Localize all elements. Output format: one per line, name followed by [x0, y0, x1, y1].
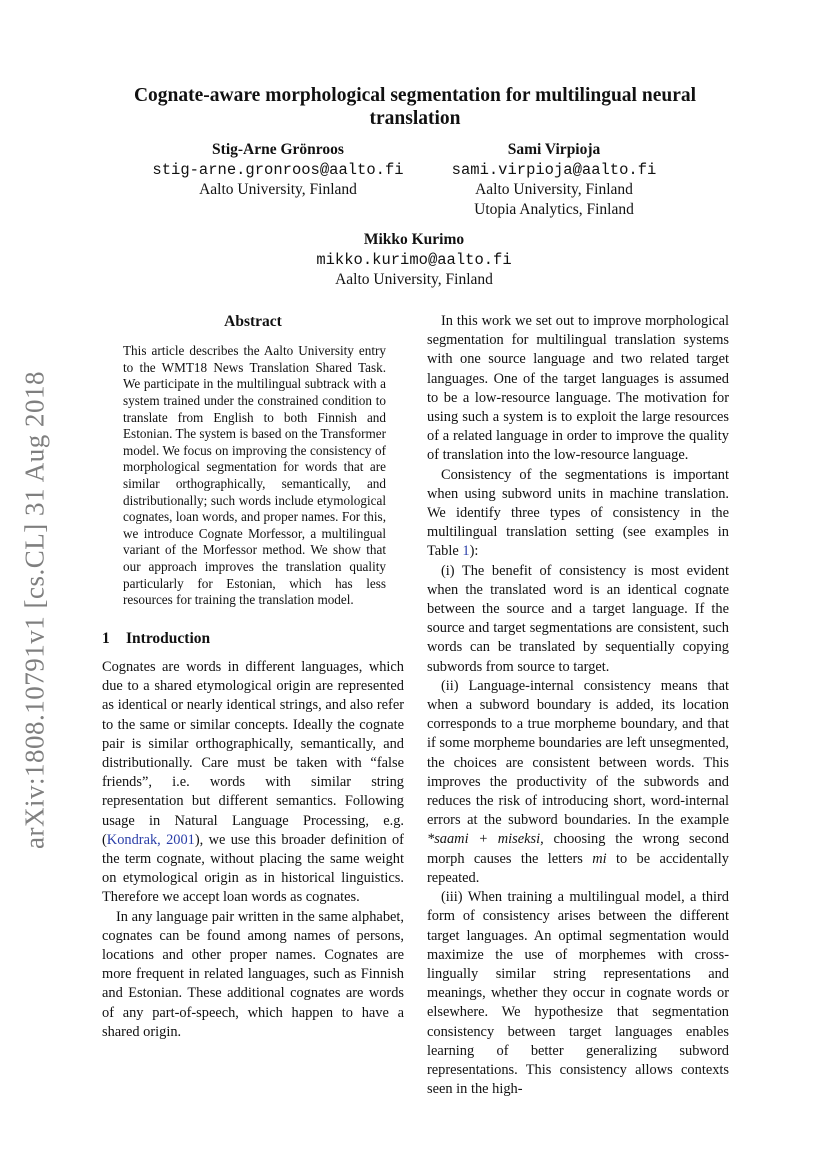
- author-email: sami.virpioja@aalto.fi: [451, 161, 657, 179]
- author-name: Sami Virpioja: [507, 141, 601, 158]
- body-paragraph-1: In this work we set out to improve morphological segmentation for multilingual translation systems with one source language and two related target languages. One of the target languages is assumed to be a low-resource language. The motivation for using such a system is to exploit the large resources of a related language in order to improve the quality of translation into the low-resource language.: [427, 313, 729, 464]
- author-affiliation: Aalto University, Finland: [335, 271, 493, 288]
- right-column: [427, 312, 729, 1099]
- author-affiliation: Aalto University, Finland: [199, 181, 357, 198]
- author-3: [294, 230, 534, 290]
- example-letters: mi: [592, 850, 607, 867]
- author-2: [432, 140, 676, 220]
- body-paragraph-3: (i) The benefit of consistency is most evident when the translated word is an identical cognate between the source and a target language. If the source and target segmentations are consistent, such words can be translated by sequentially copying subwords from source to target.: [427, 562, 729, 675]
- intro-paragraph-2: In any language pair written in the same alphabet, cognates can be found among names of persons, locations and other proper names. Cognates are more frequent in related languages, such as Finnish and Estonian. These additional cognates are words of any part-of-speech, which happen to have a shared origin.: [102, 908, 404, 1040]
- left-column: [102, 312, 404, 1042]
- author-email: stig-arne.gronroos@aalto.fi: [152, 161, 404, 179]
- author-affiliation: Utopia Analytics, Finland: [474, 201, 634, 218]
- body-paragraph-2: Consistency of the segmentations is important when using subword units in machine translation. We identify three types of consistency in the multilingual translation setting (see examples in Table 1):: [427, 466, 729, 560]
- abstract-text: This article describes the Aalto University entry to the WMT18 News Translation Shared Task. We participate in the multilingual subtrack with a system trained under the constrained condition to translate from English to both Finnish and Estonian. The system is based on the Transformer model. We focus on improving the consistency of morphological segmentation for words that are similar orthographically, semantically, and distributionally; such words include etymological cognates, loan words, and proper names. For this, we introduce Cognate Morfessor, a multilingual variant of the Morfessor method. We show that our approach improves the translation quality particularly for Estonian, which has less resources for training the translation model.: [123, 343, 386, 608]
- body-paragraph-4: (ii) Language-internal consistency means that when a subword boundary is added, its location corresponds to a true morpheme boundary, and that if some morpheme boundaries are left unsegmented, the choices are consistent between words. This improves the productivity of the subwords and reduces the risk of introducing short, word-internal errors at the subword boundaries. In the example *saami + miseksi, choosing the wrong second morph causes the letters mi to be accidentally repeated.: [427, 677, 729, 886]
- example-text: *saami + miseksi: [427, 831, 541, 848]
- author-1: [140, 140, 416, 200]
- intro-paragraph-1: Cognates are words in different languages, which due to a shared etymological origin are represented as identical or nearly identical strings, and also refer to the same or similar concepts. Ideally the cognate pair is similar orthographically, semantically, and distributionally. Care must be taken with “false friends”, i.e. words with similar string representation but different semantics. Following usage in Natural Language Processing, e.g. (Kondrak, 2001), we use this broader definition of the term cognate, without placing the same weight on etymological origin as in historical linguistics. Therefore we accept loan words as cognates.: [102, 658, 404, 906]
- section-number: 1: [102, 629, 110, 647]
- section-title: Introduction: [126, 629, 211, 647]
- author-affiliation: Aalto University, Finland: [475, 181, 633, 198]
- table-reference-link[interactable]: 1: [462, 543, 470, 560]
- body-paragraph-5: (iii) When training a multilingual model, a third form of consistency arises between the different target languages. An optimal segmentation would maximize the use of morphemes with cross-lingually similar string representations and meanings, whether they occur in cognate words or elsewhere. We hypothesize that segmentation consistency between target languages enables learning of better generalizing subword representations. This consistency allows contexts seen in the high-: [427, 889, 729, 1098]
- abstract-heading: Abstract: [224, 313, 282, 330]
- section-heading: [102, 629, 404, 648]
- author-name: Mikko Kurimo: [363, 231, 465, 248]
- citation-link[interactable]: Kondrak, 2001: [106, 831, 195, 848]
- arxiv-identifier: arXiv:1808.10791v1 [cs.CL] 31 Aug 2018: [19, 371, 50, 849]
- author-email: mikko.kurimo@aalto.fi: [316, 251, 512, 269]
- author-name: Stig-Arne Grönroos: [212, 141, 344, 158]
- paper-title: Cognate-aware morphological segmentation for multilingual neural translation: [133, 85, 697, 129]
